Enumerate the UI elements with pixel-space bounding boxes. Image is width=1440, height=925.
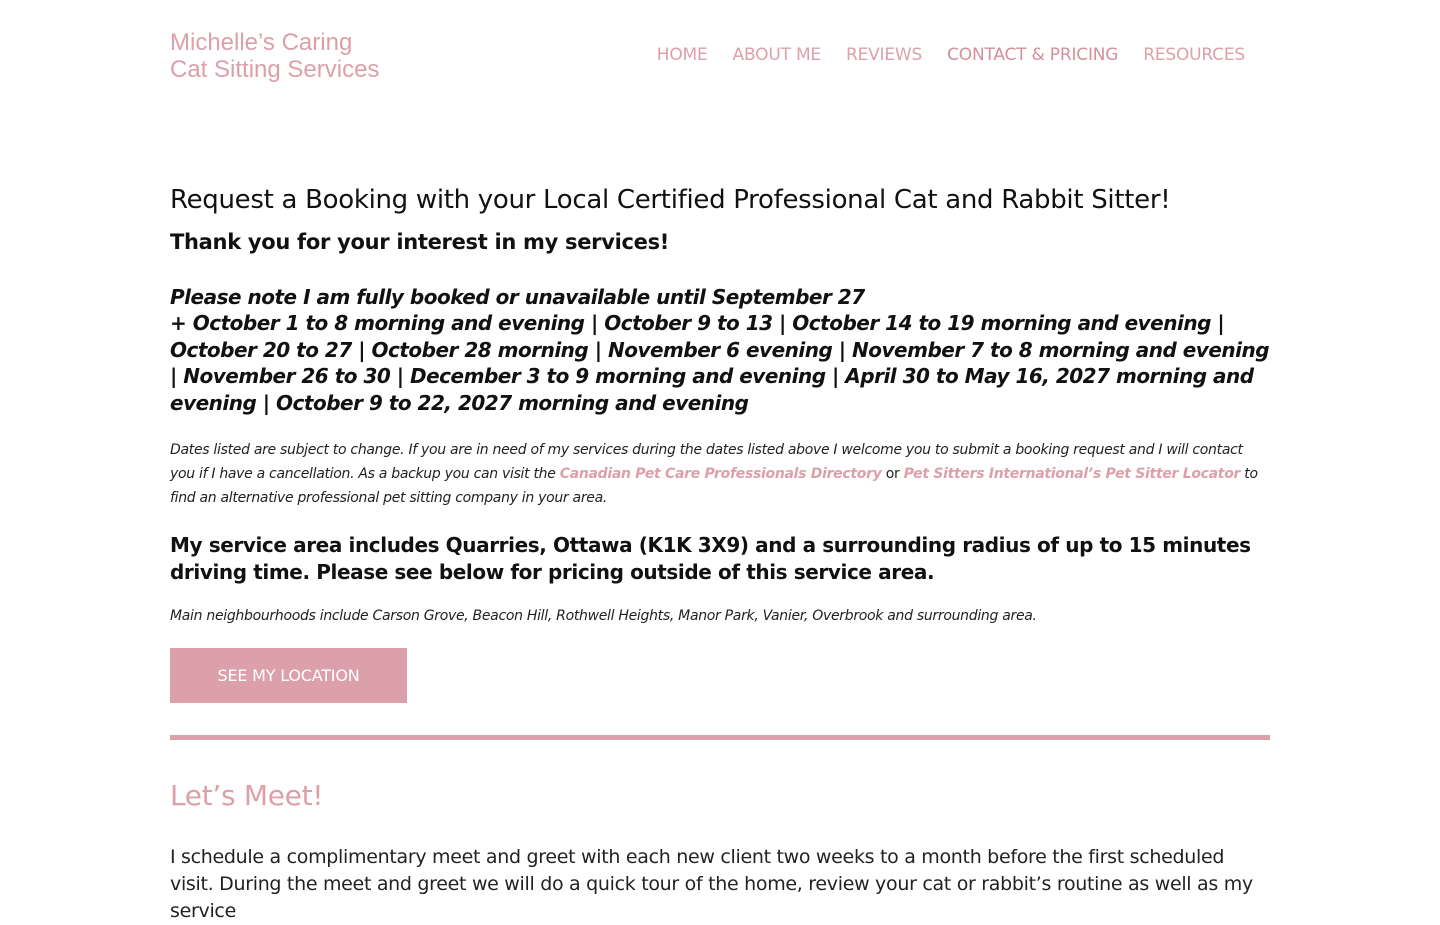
- dates-disclaimer: [170, 438, 1270, 510]
- nav-about-me[interactable]: ABOUT ME: [732, 45, 821, 65]
- availability-notice: [170, 284, 1270, 416]
- nav-resources[interactable]: RESOURCES: [1143, 45, 1245, 65]
- dates-disclaimer-tail: to find an alternative professional pet sitting company in your area.: [170, 466, 1258, 507]
- logo-line-1: Michelle’s Caring: [170, 29, 353, 56]
- section-divider: [170, 735, 1270, 740]
- lets-meet-heading: Let’s Meet!: [170, 779, 324, 813]
- availability-notice-line-1: Please note I am fully booked or unavailable until September 27: [170, 285, 865, 309]
- nav-reviews[interactable]: REVIEWS: [845, 45, 923, 65]
- nav-home[interactable]: HOME: [656, 45, 708, 65]
- main-content: [170, 180, 1270, 925]
- see-my-location-button[interactable]: SEE MY LOCATION: [170, 648, 407, 703]
- site-logo[interactable]: [170, 29, 379, 83]
- psi-locator-link[interactable]: Pet Sitters International’s Pet Sitter Locator: [903, 466, 1241, 483]
- dates-disclaimer-text: Dates listed are subject to change. If you are in need of my services during the dates listed above I welcome you to submit a booking request and I will contact you if I have a cancellation. As a backup you can visit the: [170, 442, 1243, 483]
- lets-meet-body: I schedule a complimentary meet and greet with each new client two weeks to a month before the first scheduled visit. During the meet and greet we will do a quick tour of the home, review your cat or rabbit’s routine as well as my service: [170, 846, 1253, 923]
- nav-contact-pricing[interactable]: CONTACT & PRICING: [947, 45, 1119, 65]
- page-headline: Request a Booking with your Local Certified Professional Cat and Rabbit Sitter!: [170, 185, 1171, 215]
- thanks-message: Thank you for your interest in my services!: [170, 230, 670, 254]
- service-area-text: My service area includes Quarries, Ottawa (K1K 3X9) and a surrounding radius of up to 15 minutes driving time. Please see below for pricing outside of this service area.: [170, 533, 1251, 585]
- main-navigation: [657, 44, 1245, 66]
- logo-line-2: Cat Sitting Services: [170, 56, 380, 83]
- neighbourhoods-text: Main neighbourhoods include Carson Grove, Beacon Hill, Rothwell Heights, Manor Park, Vanier, Overbrook and surrounding area.: [170, 608, 1037, 625]
- availability-notice-dates: + October 1 to 8 morning and evening | October 9 to 13 | October 14 to 19 morning and evening | October 20 to 27 | October 28 morning | November 6 evening | November 7 to 8 morning and evening | November 26 to 30 | December 3 to 9 morning and evening | April 30 to May 16, 2027 morning and evening | October 9 to 22, 2027 morning and evening: [170, 311, 1270, 415]
- dates-disclaimer-or: or: [885, 466, 900, 483]
- cppc-directory-link[interactable]: Canadian Pet Care Professionals Directory: [559, 466, 882, 483]
